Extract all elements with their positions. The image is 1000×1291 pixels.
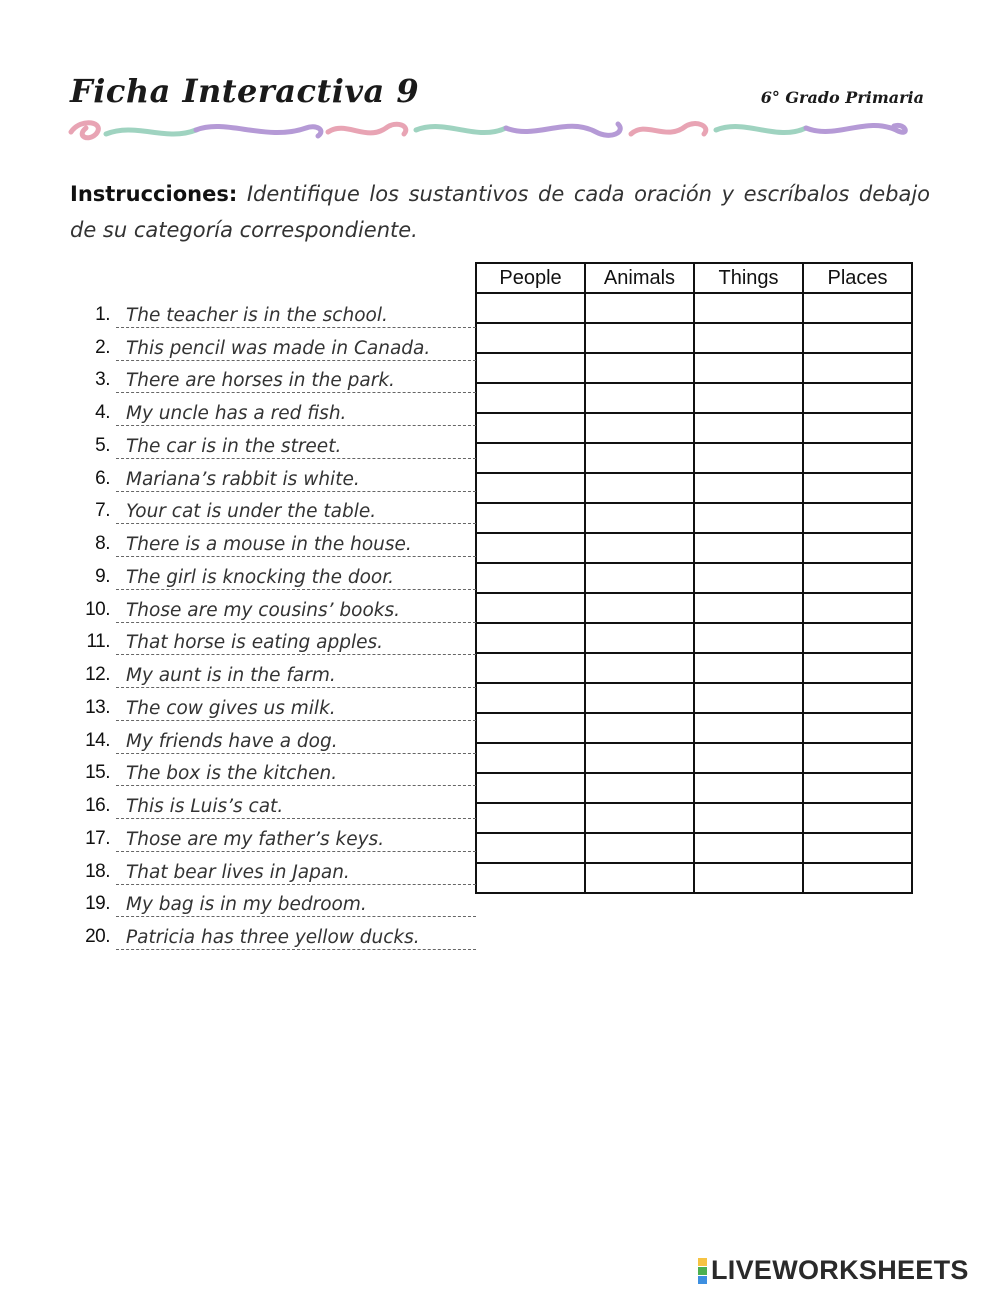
- answer-cell-places[interactable]: [803, 293, 912, 323]
- answer-row: [476, 353, 912, 383]
- sentence-text: Mariana’s rabbit is white.: [116, 469, 476, 492]
- answer-cell-animals[interactable]: [585, 533, 694, 563]
- answer-cell-people[interactable]: [476, 653, 585, 683]
- answer-row: [476, 383, 912, 413]
- sentence-text: That horse is eating apples.: [116, 632, 476, 655]
- sentence-text: That bear lives in Japan.: [116, 862, 476, 885]
- answer-cell-people[interactable]: [476, 443, 585, 473]
- answer-cell-places[interactable]: [803, 803, 912, 833]
- answer-cell-people[interactable]: [476, 473, 585, 503]
- answer-cell-things[interactable]: [694, 833, 803, 863]
- sentence-row: [70, 590, 476, 623]
- answer-row: [476, 803, 912, 833]
- sentence-text: My friends have a dog.: [116, 731, 476, 754]
- liveworksheets-logo: [698, 1255, 969, 1286]
- sentence-number: 7.: [95, 500, 110, 522]
- answer-row: [476, 323, 912, 353]
- answer-cell-people[interactable]: [476, 353, 585, 383]
- answer-row: [476, 623, 912, 653]
- sentence-number: 10.: [85, 598, 110, 620]
- answer-cell-things[interactable]: [694, 593, 803, 623]
- sentence-text: Your cat is under the table.: [116, 501, 476, 524]
- sentence-list: [70, 295, 476, 950]
- answer-row: [476, 413, 912, 443]
- answer-cell-places[interactable]: [803, 443, 912, 473]
- sentence-row: [70, 459, 476, 492]
- logo-block: [698, 1267, 707, 1275]
- sentence-row: [70, 492, 476, 525]
- sentence-row: [70, 852, 476, 885]
- logo-block: [698, 1276, 707, 1284]
- answer-row: [476, 683, 912, 713]
- instructions-text: Identifique los sustantivos de cada oración y escríbalos debajo de su categoría correspondiente.: [70, 182, 930, 242]
- answer-cell-people[interactable]: [476, 413, 585, 443]
- answer-cell-people[interactable]: [476, 293, 585, 323]
- answer-cell-things[interactable]: [694, 683, 803, 713]
- sentence-text: Patricia has three yellow ducks.: [116, 927, 476, 950]
- answer-cell-animals[interactable]: [585, 503, 694, 533]
- answer-cell-animals[interactable]: [585, 563, 694, 593]
- sentence-text: Those are my father’s keys.: [116, 829, 476, 852]
- sentence-row: [70, 688, 476, 721]
- answer-cell-people[interactable]: [476, 323, 585, 353]
- sentence-number: 14.: [85, 729, 110, 751]
- answer-cell-places[interactable]: [803, 383, 912, 413]
- answer-cell-people[interactable]: [476, 773, 585, 803]
- sentence-number: 9.: [95, 565, 110, 587]
- answer-cell-animals[interactable]: [585, 743, 694, 773]
- answer-row: [476, 503, 912, 533]
- sentence-number: 15.: [85, 762, 110, 784]
- answer-cell-things[interactable]: [694, 293, 803, 323]
- answer-cell-animals[interactable]: [585, 293, 694, 323]
- answer-cell-people[interactable]: [476, 563, 585, 593]
- sentence-text: This pencil was made in Canada.: [116, 338, 476, 361]
- answer-cell-animals[interactable]: [585, 593, 694, 623]
- sentence-number: 3.: [95, 369, 110, 391]
- sentence-text: There are horses in the park.: [116, 370, 476, 393]
- answer-row: [476, 713, 912, 743]
- answer-cell-animals[interactable]: [585, 623, 694, 653]
- logo-block: [698, 1258, 707, 1266]
- answer-row: [476, 863, 912, 893]
- answer-cell-animals[interactable]: [585, 443, 694, 473]
- answer-cell-people[interactable]: [476, 593, 585, 623]
- sentence-number: 18.: [85, 860, 110, 882]
- answer-cell-things[interactable]: [694, 503, 803, 533]
- column-header-places: Places: [803, 263, 912, 293]
- answer-cell-places[interactable]: [803, 683, 912, 713]
- answer-cell-things[interactable]: [694, 413, 803, 443]
- answer-row: [476, 593, 912, 623]
- answer-cell-animals[interactable]: [585, 713, 694, 743]
- sentence-text: My uncle has a red fish.: [116, 403, 476, 426]
- answer-row: [476, 563, 912, 593]
- answer-cell-places[interactable]: [803, 743, 912, 773]
- sentence-text: This is Luis’s cat.: [116, 796, 476, 819]
- answer-cell-things[interactable]: [694, 533, 803, 563]
- answer-cell-places[interactable]: [803, 413, 912, 443]
- answer-cell-people[interactable]: [476, 623, 585, 653]
- answer-grid: [475, 262, 913, 894]
- column-header-people: People: [476, 263, 585, 293]
- answer-cell-animals[interactable]: [585, 323, 694, 353]
- answer-cell-things[interactable]: [694, 863, 803, 893]
- sentence-row: [70, 328, 476, 361]
- answer-cell-places[interactable]: [803, 863, 912, 893]
- answer-cell-places[interactable]: [803, 533, 912, 563]
- answer-cell-animals[interactable]: [585, 803, 694, 833]
- answer-cell-places[interactable]: [803, 593, 912, 623]
- column-header-things: Things: [694, 263, 803, 293]
- answer-cell-places[interactable]: [803, 353, 912, 383]
- logo-text: LIVEWORKSHEETS: [711, 1255, 969, 1285]
- sentence-text: The teacher is in the school.: [116, 305, 476, 328]
- sentence-row: [70, 754, 476, 787]
- logo-icon: [698, 1257, 707, 1284]
- answer-cell-animals[interactable]: [585, 383, 694, 413]
- answer-cell-things[interactable]: [694, 353, 803, 383]
- column-header-animals: Animals: [585, 263, 694, 293]
- answer-cell-people[interactable]: [476, 803, 585, 833]
- answer-cell-things[interactable]: [694, 623, 803, 653]
- answer-cell-people[interactable]: [476, 863, 585, 893]
- sentence-number: 20.: [85, 926, 110, 947]
- sentence-text: The box is the kitchen.: [116, 763, 476, 786]
- answer-cell-people[interactable]: [476, 683, 585, 713]
- answer-cell-people[interactable]: [476, 533, 585, 563]
- sentence-number: 1.: [95, 303, 110, 325]
- answer-cell-things[interactable]: [694, 653, 803, 683]
- answer-cell-places[interactable]: [803, 563, 912, 593]
- sentence-number: 19.: [85, 893, 110, 915]
- answer-cell-things[interactable]: [694, 803, 803, 833]
- sentence-number: 5.: [95, 434, 110, 456]
- sentence-row: [70, 361, 476, 394]
- sentence-number: 6.: [95, 467, 110, 489]
- answer-cell-things[interactable]: [694, 383, 803, 413]
- sentence-row: [70, 557, 476, 590]
- sentence-row: [70, 917, 476, 950]
- sentence-row: [70, 524, 476, 557]
- sentence-number: 13.: [85, 696, 110, 718]
- answer-row: [476, 473, 912, 503]
- answer-row: [476, 653, 912, 683]
- sentence-text: The cow gives us milk.: [116, 698, 476, 721]
- sentence-number: 4.: [95, 402, 110, 423]
- answer-cell-animals[interactable]: [585, 773, 694, 803]
- answer-row: [476, 773, 912, 803]
- sentence-text: My bag is in my bedroom.: [116, 894, 476, 917]
- answer-cell-things[interactable]: [694, 563, 803, 593]
- grade-label: 6° Grado Primaria: [760, 88, 924, 107]
- answer-cell-things[interactable]: [694, 773, 803, 803]
- answer-cell-places[interactable]: [803, 323, 912, 353]
- answer-cell-places[interactable]: [803, 833, 912, 863]
- sentence-number: 17.: [85, 827, 110, 849]
- sentence-row: [70, 623, 476, 656]
- answer-row: [476, 443, 912, 473]
- sentence-row: [70, 655, 476, 688]
- grid-header-row: [476, 263, 912, 293]
- worksheet-title: Ficha Interactiva 9: [70, 72, 420, 110]
- answer-cell-places[interactable]: [803, 623, 912, 653]
- answer-cell-animals[interactable]: [585, 473, 694, 503]
- answer-cell-people[interactable]: [476, 743, 585, 773]
- answer-cell-people[interactable]: [476, 503, 585, 533]
- answer-row: [476, 533, 912, 563]
- sentence-number: 12.: [85, 664, 110, 685]
- answer-cell-things[interactable]: [694, 443, 803, 473]
- answer-cell-places[interactable]: [803, 773, 912, 803]
- sentence-row: [70, 426, 476, 459]
- sentence-text: The girl is knocking the door.: [116, 567, 476, 590]
- sentence-text: There is a mouse in the house.: [116, 534, 476, 557]
- answer-cell-animals[interactable]: [585, 413, 694, 443]
- answer-cell-things[interactable]: [694, 713, 803, 743]
- sentence-row: [70, 393, 476, 426]
- answer-cell-animals[interactable]: [585, 653, 694, 683]
- sentence-text: The car is in the street.: [116, 436, 476, 459]
- sentence-number: 11.: [86, 631, 110, 653]
- answer-cell-animals[interactable]: [585, 353, 694, 383]
- answer-cell-places[interactable]: [803, 713, 912, 743]
- sentence-text: My aunt is in the farm.: [116, 665, 476, 688]
- instructions: [70, 176, 930, 248]
- instructions-label: Instrucciones:: [70, 182, 238, 206]
- answer-cell-people[interactable]: [476, 833, 585, 863]
- answer-cell-places[interactable]: [803, 653, 912, 683]
- answer-cell-things[interactable]: [694, 743, 803, 773]
- answer-cell-places[interactable]: [803, 473, 912, 503]
- sentence-number: 2.: [95, 336, 110, 358]
- answer-cell-animals[interactable]: [585, 833, 694, 863]
- sentence-row: [70, 295, 476, 328]
- answer-cell-things[interactable]: [694, 323, 803, 353]
- sentence-number: 16.: [85, 795, 110, 816]
- answer-cell-people[interactable]: [476, 383, 585, 413]
- sentence-row: [70, 819, 476, 852]
- sentence-text: Those are my cousins’ books.: [116, 600, 476, 623]
- sentence-number: 8.: [95, 533, 110, 554]
- decorative-flourish-divider: [66, 112, 916, 148]
- answer-row: [476, 743, 912, 773]
- answer-cell-animals[interactable]: [585, 683, 694, 713]
- sentence-row: [70, 721, 476, 754]
- answer-row: [476, 833, 912, 863]
- sentence-row: [70, 885, 476, 918]
- answer-cell-places[interactable]: [803, 503, 912, 533]
- sentence-row: [70, 786, 476, 819]
- answer-row: [476, 293, 912, 323]
- answer-cell-things[interactable]: [694, 473, 803, 503]
- answer-cell-people[interactable]: [476, 713, 585, 743]
- answer-cell-animals[interactable]: [585, 863, 694, 893]
